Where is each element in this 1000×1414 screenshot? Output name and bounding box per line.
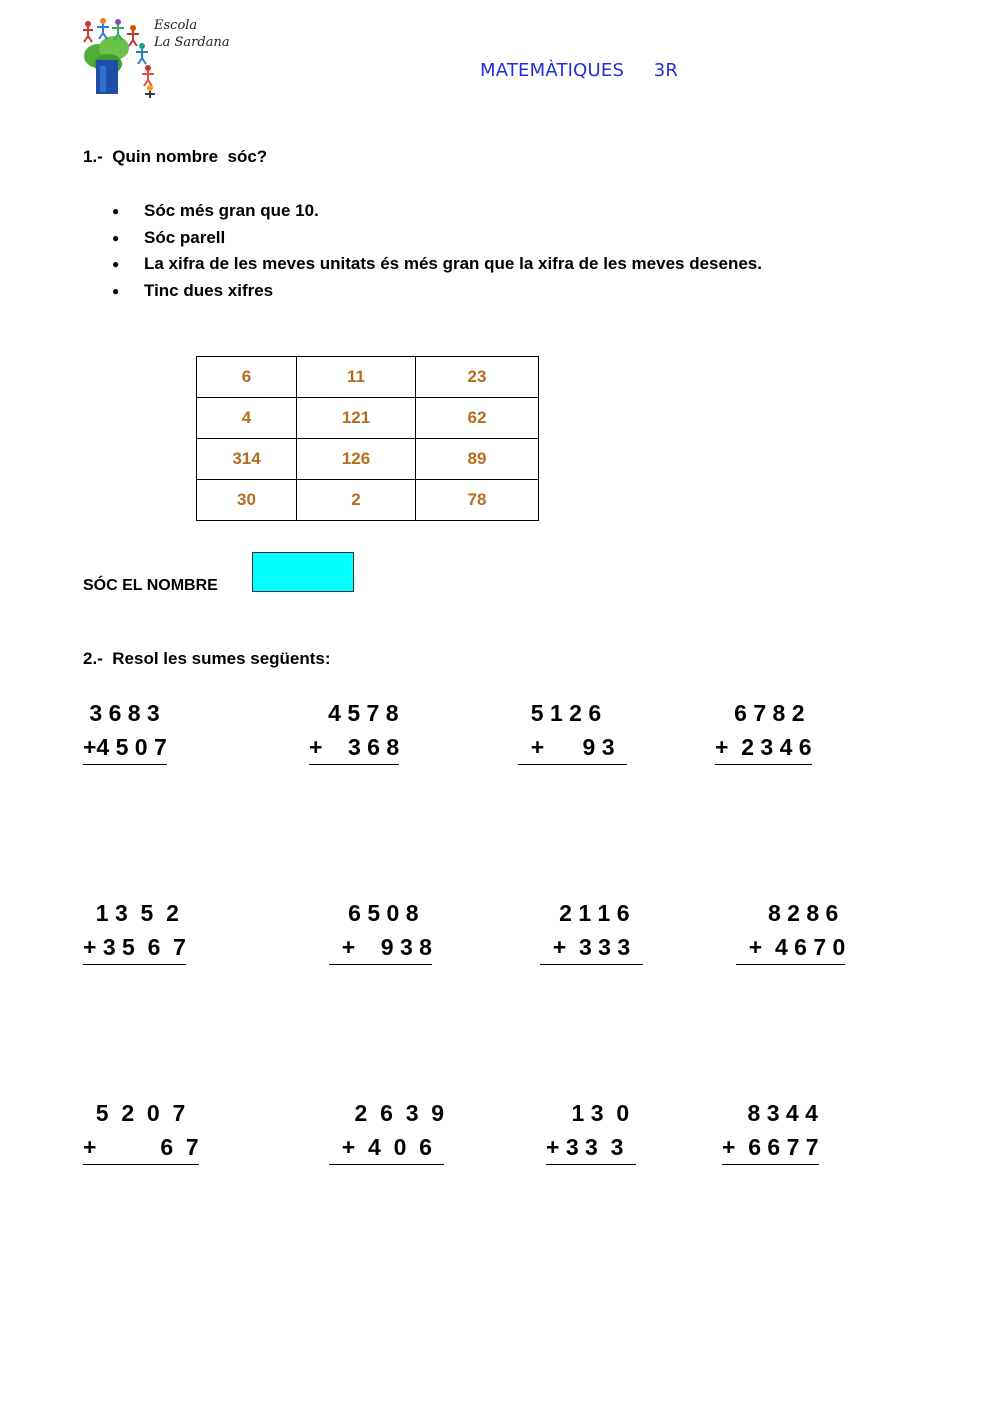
sum-top-number: 8 3 4 4 <box>722 1100 818 1126</box>
sum-problem <box>722 1096 819 1165</box>
sum-bottom-number: + 9 3 <box>518 730 627 765</box>
sum-bottom-number: + 6 7 <box>83 1130 199 1165</box>
school-logo <box>78 12 253 100</box>
school-name-line1: Escola <box>154 18 198 33</box>
grid-cell[interactable]: 11 <box>297 357 416 398</box>
grid-row <box>197 439 539 480</box>
sum-bottom-number: + 3 3 3 <box>540 930 643 965</box>
grid-cell[interactable]: 30 <box>197 480 297 521</box>
grid-cell[interactable]: 121 <box>297 398 416 439</box>
sum-top-number: 4 5 7 8 <box>309 700 399 726</box>
grid-row <box>197 480 539 521</box>
sum-bottom-number: + 4 6 7 0 <box>736 930 845 965</box>
grid-cell[interactable]: 78 <box>416 480 539 521</box>
sum-top-number: 6 5 0 8 <box>329 900 419 926</box>
sum-top-number: 2 6 3 9 <box>329 1100 445 1126</box>
clue-item: ● La xifra de les meves unitats és més gran que la xifra de les meves desenes. <box>112 251 762 278</box>
exercise2-heading: 2.- Resol les sumes següents: <box>83 649 331 668</box>
sum-top-number: 5 2 0 7 <box>83 1100 186 1126</box>
grid-row <box>197 398 539 439</box>
school-name-line2: La Sardana <box>154 35 230 50</box>
answer-label: SÓC EL NOMBRE <box>83 577 218 594</box>
sum-top-number: 3 6 8 3 <box>83 700 160 726</box>
page-title: MATEMÀTIQUES 3R <box>480 60 679 81</box>
sum-problem <box>540 896 643 965</box>
sum-bottom-number: + 3 3 3 <box>546 1130 636 1165</box>
clues-list <box>112 198 762 304</box>
sum-problem <box>329 1096 444 1165</box>
sum-problem <box>83 1096 199 1165</box>
sum-top-number: 2 1 1 6 <box>540 900 630 926</box>
exercise1-heading: 1.- Quin nombre sóc? <box>83 147 268 166</box>
clue-item: ● Sóc més gran que 10. <box>112 198 762 225</box>
sum-top-number: 5 1 2 6 <box>518 700 602 726</box>
sum-top-number: 8 2 8 6 <box>736 900 839 926</box>
sum-problem <box>715 696 812 765</box>
sum-bottom-number: + 9 3 8 <box>329 930 432 965</box>
sum-bottom-number: + 4 0 6 <box>329 1130 444 1165</box>
sum-bottom-number: + 2 3 4 6 <box>715 730 812 765</box>
grid-cell[interactable]: 314 <box>197 439 297 480</box>
sum-bottom-number: + 3 6 8 <box>309 730 399 765</box>
grid-cell[interactable]: 2 <box>297 480 416 521</box>
grid-cell[interactable]: 62 <box>416 398 539 439</box>
sum-problem <box>83 896 186 965</box>
sum-top-number: 6 7 8 2 <box>715 700 805 726</box>
grid-cell[interactable]: 4 <box>197 398 297 439</box>
sum-bottom-number: +4 5 0 7 <box>83 730 167 765</box>
sum-problem <box>309 696 399 765</box>
grid-cell[interactable]: 126 <box>297 439 416 480</box>
grid-row <box>197 357 539 398</box>
sum-bottom-number: + 6 6 7 7 <box>722 1130 819 1165</box>
grid-cell[interactable]: 6 <box>197 357 297 398</box>
sum-problem <box>83 696 167 765</box>
grid-cell[interactable]: 23 <box>416 357 539 398</box>
sum-problem <box>546 1096 636 1165</box>
sum-top-number: 1 3 0 <box>546 1100 630 1126</box>
sum-problem <box>736 896 845 965</box>
sum-top-number: 1 3 5 2 <box>83 900 179 926</box>
sum-problem <box>518 696 627 765</box>
clue-item: ● Tinc dues xifres <box>112 278 762 305</box>
answer-input[interactable] <box>252 552 354 592</box>
grid-cell[interactable]: 89 <box>416 439 539 480</box>
sum-bottom-number: + 3 5 6 7 <box>83 930 186 965</box>
clue-item: ● Sóc parell <box>112 225 762 252</box>
number-grid <box>196 356 539 521</box>
sum-problem <box>329 896 432 965</box>
